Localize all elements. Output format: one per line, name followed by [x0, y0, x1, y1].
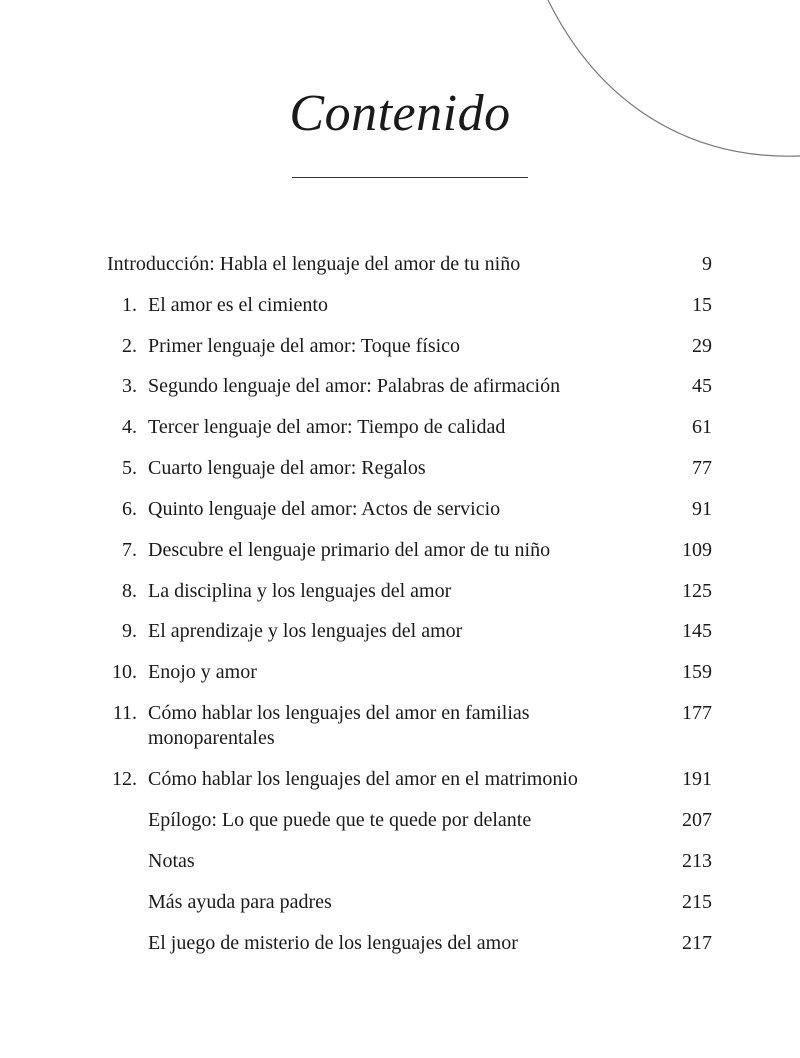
toc-entry-number: 9.	[122, 620, 137, 642]
toc-entry-title: Epílogo: Lo que puede que te quede por delante	[148, 809, 532, 831]
toc-entry-title: Introducción: Habla el lenguaje del amor de tu niño	[107, 253, 521, 275]
toc-entry-page: 159	[682, 661, 712, 683]
toc-entry[interactable]	[0, 618, 800, 648]
toc-entry[interactable]	[0, 930, 800, 960]
toc-entry-number: 3.	[122, 375, 137, 397]
toc-entry-title: Tercer lenguaje del amor: Tiempo de calidad	[148, 416, 506, 438]
toc-entry[interactable]	[0, 333, 800, 363]
title-divider	[292, 177, 528, 178]
toc-entry-page: 177	[682, 702, 712, 724]
toc-entry[interactable]	[0, 659, 800, 689]
toc-entry-title: Cómo hablar los lenguajes del amor en el matrimonio	[148, 768, 578, 790]
toc-entry-page: 109	[682, 539, 712, 561]
toc-entry-title: El juego de misterio de los lenguajes del amor	[148, 932, 518, 954]
toc-entry[interactable]	[0, 496, 800, 526]
toc-entry-number: 8.	[122, 580, 137, 602]
toc-entry[interactable]	[0, 766, 800, 796]
toc-entry-title: Notas	[148, 850, 195, 872]
toc-entry-page: 191	[682, 768, 712, 790]
toc-entry-page: 145	[682, 620, 712, 642]
toc-entry-title: Quinto lenguaje del amor: Actos de servicio	[148, 498, 501, 520]
toc-entry-page: 29	[692, 335, 712, 357]
toc-entry-page: 217	[682, 932, 712, 954]
toc-entry[interactable]	[0, 292, 800, 322]
toc-entry[interactable]	[0, 889, 800, 919]
toc-entry-page: 77	[692, 457, 712, 479]
toc-entry[interactable]	[0, 807, 800, 837]
toc-entry[interactable]	[0, 578, 800, 608]
toc-entry[interactable]	[0, 373, 800, 403]
toc-entry-title: Descubre el lenguaje primario del amor de tu niño	[148, 539, 551, 561]
toc-entry-number: 10.	[112, 661, 137, 683]
toc-entry-page: 213	[682, 850, 712, 872]
toc-entry[interactable]	[0, 700, 800, 756]
toc-entry-title: La disciplina y los lenguajes del amor	[148, 580, 452, 602]
toc-entry-number: 12.	[112, 768, 137, 790]
toc-entry-title: Segundo lenguaje del amor: Palabras de afirmación	[148, 375, 561, 397]
toc-entry-title: El aprendizaje y los lenguajes del amor	[148, 620, 463, 642]
toc-entry-number: 7.	[122, 539, 137, 561]
toc-entry[interactable]	[0, 251, 800, 281]
toc-entry-title: Enojo y amor	[148, 661, 257, 683]
toc-entry-page: 91	[692, 498, 712, 520]
toc-entry-title: Cómo hablar los lenguajes del amor en familias	[148, 702, 530, 724]
toc-entry[interactable]	[0, 537, 800, 567]
toc-entry-number: 1.	[122, 294, 137, 316]
toc-entry-number: 6.	[122, 498, 137, 520]
toc-entry-page: 9	[702, 253, 712, 275]
toc-entry[interactable]	[0, 414, 800, 444]
toc-entry-page: 61	[692, 416, 712, 438]
toc-entry-title: Cuarto lenguaje del amor: Regalos	[148, 457, 426, 479]
toc-entry-number: 5.	[122, 457, 137, 479]
toc-entry-title: Primer lenguaje del amor: Toque físico	[148, 335, 461, 357]
toc-entry-page: 215	[682, 891, 712, 913]
toc-entry-title: Más ayuda para padres	[148, 891, 332, 913]
toc-entry-page: 15	[692, 294, 712, 316]
toc-entry-page: 125	[682, 580, 712, 602]
toc-entry-number: 4.	[122, 416, 137, 438]
toc-entry-page: 207	[682, 809, 712, 831]
toc-entry-number: 2.	[122, 335, 137, 357]
toc-entry-page: 45	[692, 375, 712, 397]
page-title: Contenido	[289, 85, 511, 142]
toc-entry[interactable]	[0, 848, 800, 878]
toc-entry-number: 11.	[112, 702, 137, 724]
toc-entry[interactable]	[0, 455, 800, 485]
toc-entry-title: El amor es el cimiento	[148, 294, 328, 316]
toc-entry-title-continued: monoparentales	[148, 727, 275, 749]
